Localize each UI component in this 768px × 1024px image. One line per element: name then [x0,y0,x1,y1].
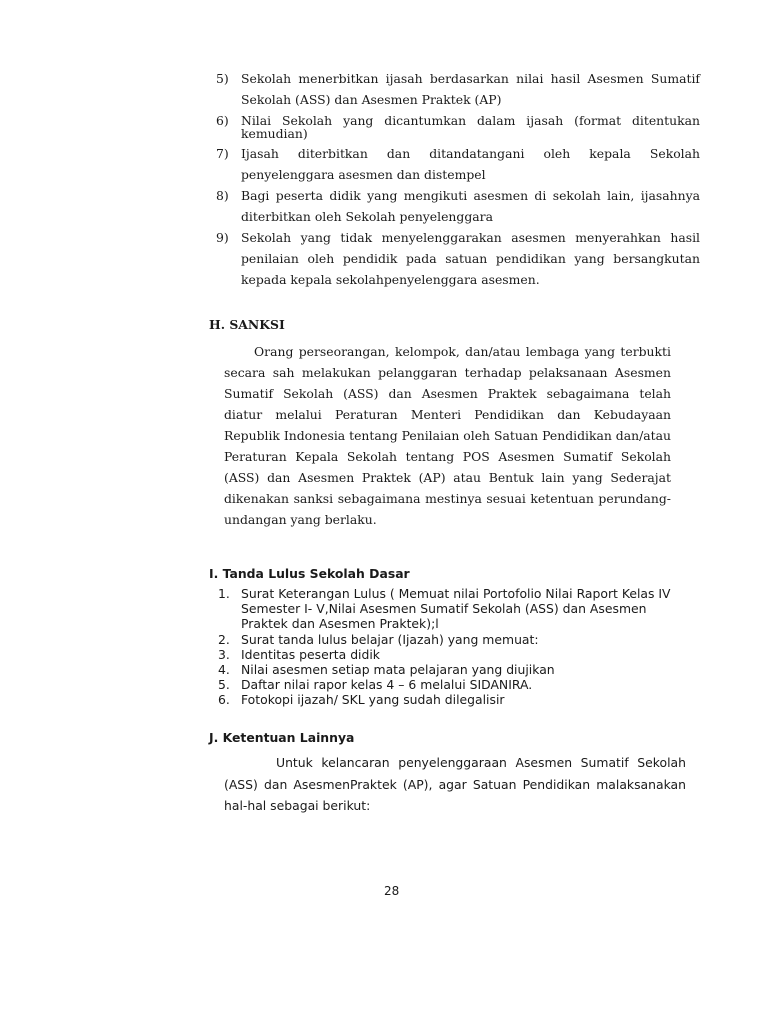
list-item-text: Sekolah yang tidak menyelenggarakan asesmen menyerahkan hasil penilaian oleh pendidik pada satuan pendidikan yang bersangkutan kepada kepala sekolahpenyelenggara asesmen. [241,230,700,287]
sanksi-paragraph-text: Orang perseorangan, kelompok, dan/atau lembaga yang terbukti secara sah melakukan pelanggaran terhadap pelaksanaan Asesmen Sumatif Sekolah (ASS) dan Asesmen Praktek sebagaimana telah diatur melalui Peraturan Menteri Pendidikan dan Kebudayaan Republik Indonesia tentang Penilaian oleh Satuan Pendidikan dan/atau Peraturan Kepala Sekolah tentang POS Asesmen Sumatif Sekolah (ASS) dan Asesmen Praktek (AP) atau Bentuk lain yang Sederajat dikenakan sanksi sebagaimana mestinya sesuai ketentuan perundang-undangan yang berlaku. [224,344,672,527]
list-item [218,677,678,692]
list-item-text: Daftar nilai rapor kelas 4 – 6 melalui SIDANIRA. [241,677,533,693]
list-item [218,692,678,707]
list-item-number: 5) [216,71,229,86]
list-item-number: 6. [218,692,230,708]
list-item [210,110,700,143]
list-item-text: Fotokopi ijazah/ SKL yang sudah dilegalisir [241,692,505,708]
list-item-text: Nilai asesmen setiap mata pelajaran yang diujikan [241,662,555,678]
tanda-lulus-list [218,586,678,708]
list-item [218,647,678,662]
list-item-text: Bagi peserta didik yang mengikuti asesmen di sekolah lain, ijasahnya diterbitkan oleh Sekolah penyelenggara [241,188,700,224]
list-item-number: 7) [216,146,229,161]
requirements-list [210,68,700,290]
list-item-text: Sekolah menerbitkan ijasah berdasarkan nilai hasil Asesmen Sumatif Sekolah (ASS) dan Asesmen Praktek (AP) [241,71,700,107]
ketentuan-paragraph-text: Untuk kelancaran penyelenggaraan Asesmen Sumatif Sekolah (ASS) dan AsesmenPraktek (AP), agar Satuan Pendidikan malaksanakan hal-hal sebagai berikut: [224,755,686,813]
sanksi-paragraph [224,341,671,530]
section-heading-ketentuan: J. Ketentuan Lainnya [209,730,355,745]
list-item-number: 5. [218,677,230,693]
list-item [210,143,700,185]
list-item-number: 4. [218,662,230,678]
section-heading-tanda-lulus: I. Tanda Lulus Sekolah Dasar [209,566,410,581]
list-item-text: Ijasah diterbitkan dan ditandatangani oleh kepala Sekolah penyelenggara asesmen dan distempel [241,146,700,182]
list-item [210,227,700,290]
list-item [218,632,678,647]
list-item-number: 6) [216,113,229,128]
list-item-text: Identitas peserta didik [241,646,380,662]
list-item-number: 2. [218,631,230,647]
list-item [210,185,700,227]
list-item-number: 9) [216,230,229,245]
section-heading-sanksi: H. SANKSI [209,317,285,332]
list-item [218,586,678,632]
list-item-text: Nilai Sekolah yang dicantumkan dalam ijasah (format ditentukan kemudian) [241,113,700,141]
ketentuan-paragraph [224,752,686,817]
list-item-number: 1. [218,586,230,601]
page-number: 28 [384,884,400,898]
list-item-number: 8) [216,188,229,203]
list-item-text: Surat tanda lulus belajar (Ijazah) yang memuat: [241,631,539,647]
list-item-number: 3. [218,646,230,662]
list-item [218,662,678,677]
list-item-text: Surat Keterangan Lulus ( Memuat nilai Portofolio Nilai Raport Kelas IV Semester I- V,Nilai Asesmen Sumatif Sekolah (ASS) dan Asesmen Praktek dan Asesmen Praktek);l [241,586,671,632]
list-item [210,68,700,110]
